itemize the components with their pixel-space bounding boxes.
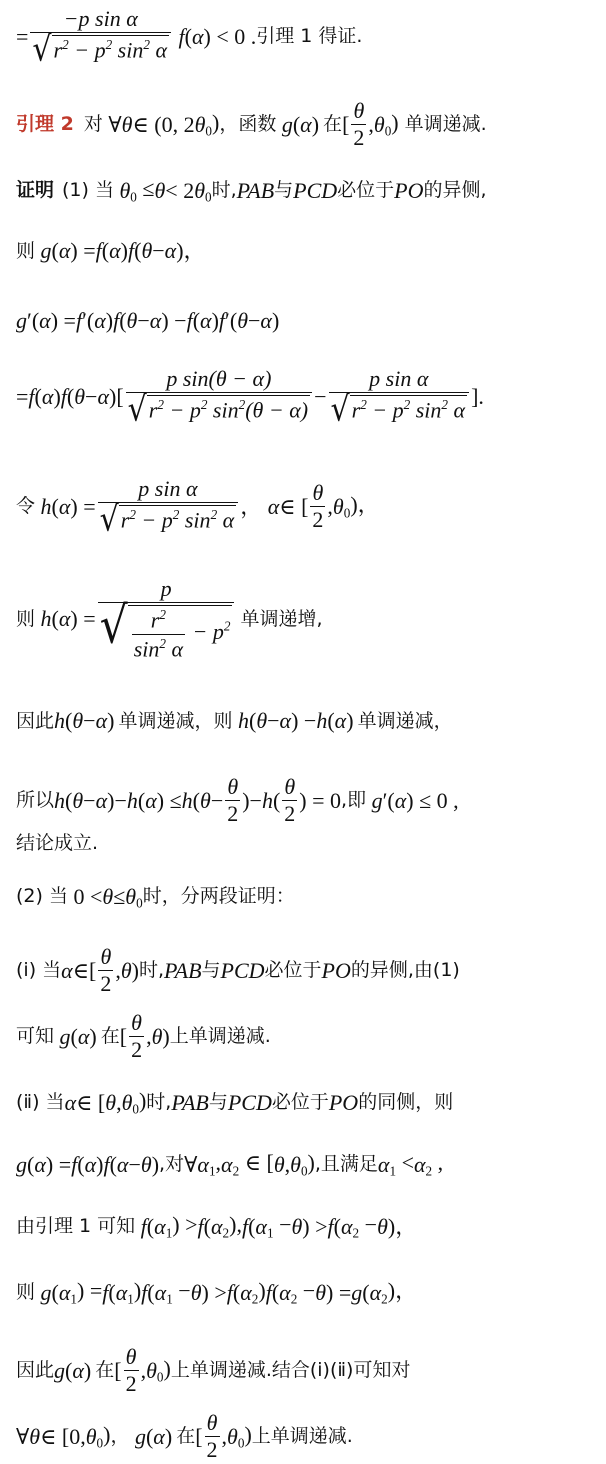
h-decreasing: 因此 h ( θ − α ) 单调递减，则 h ( θ − α ) − h ( α ) 单调递减， xyxy=(16,708,453,733)
text: 因此 xyxy=(16,1359,55,1382)
text: 单调递减. xyxy=(404,113,487,136)
subcase-2-compare: 则 g ( α $_1$) = f ( α $_1$) f ( α $_1$ − θ ) > f ( α $_2$) f ( α $_2$ − θ ) = g ( α $_2$)， xyxy=(16,1278,418,1307)
text: (ⅰ) 当 xyxy=(16,959,62,982)
lemma2-statement: 引理 2 对 ∀ θ ∈ (0, 2 θ $_0$) ，函数 g ( α ) 在 [ $\frac{\theta}{2}$ , θ $_0$) 单调递减. xyxy=(16,98,487,151)
define-h: 令 h ( α ) = p sin α √ $r^2 - p^2$ $\sin^2 \alpha$ ， α ∈ [ $\frac{\theta}{2}$ , θ $_0$)， xyxy=(16,476,380,540)
subcase-2: (ⅱ) 当 α ∈ [ θ , θ $_0$) 时, PAB 与 PCD 必位于 PO 的同侧，则 xyxy=(16,1088,454,1117)
text: 上单调递减.结合(ⅰ)(ⅱ)可知对 xyxy=(170,1359,411,1382)
text: 在 xyxy=(100,1025,120,1048)
subcase-2-g: g ( α ) = f ( α ) f ( α − θ ) ,对 ∀ α $_1$, α $_2$ ∈ [ θ , θ $_0$) ,且满足 α $_1$ < α $_2$ , xyxy=(16,1150,444,1179)
fraction: −p sin α √ $r^2 - p^2$ $\sin^2 \alpha$ xyxy=(30,8,171,65)
text: 上单调递减. xyxy=(169,1025,271,1048)
fraction: p sin(θ − α) √ $r^2 - p^2$ $\sin^2(\theta - \alpha)$ xyxy=(126,368,312,425)
text: ,对 xyxy=(159,1153,185,1176)
text: 的异侧,由(1) xyxy=(350,959,460,982)
text: (2) 当 xyxy=(16,885,68,908)
proof-derivative: g ′( α ) = f ′( α ) f ( θ − α ) − f ( α ) f ′( θ − α ) xyxy=(16,308,280,333)
text: 则 xyxy=(16,607,36,630)
text: 则 xyxy=(16,239,36,262)
proof-case1: 证明 (1) 当 θ $_0$ ≤ θ < 2 θ $_0$ 时, PAB 与 PCD 必位于 PO 的异侧, xyxy=(16,176,487,205)
text: (ⅱ) 当 xyxy=(16,1091,65,1114)
text: 的异侧, xyxy=(423,179,487,202)
text: 在 xyxy=(95,1359,115,1382)
text: ,即 xyxy=(341,789,367,812)
lemma-label: 引理 2 xyxy=(16,113,74,136)
final-conclusion: ∀ θ ∈ [0, θ $_0$) ， g ( α ) 在 [ $\frac{\theta}{2}$ , θ $_0$) 上单调递减. xyxy=(16,1410,353,1463)
fraction: p sin α √ $r^2 - p^2$ $\sin^2 \alpha$ xyxy=(329,368,470,425)
text: 时，分两段证明： xyxy=(142,885,295,908)
fraction: p sin α √ $r^2 - p^2$ $\sin^2 \alpha$ xyxy=(98,478,239,535)
text: (1) 当 xyxy=(62,179,114,202)
text: 必位于 xyxy=(264,959,322,982)
inequality: 所以 h ( θ − α )− h ( α ) ≤ h ( θ − $\frac{\theta}{2}$ )− h ( $\frac{\theta}{2}$ ) = 0 ,即 g ′( α ) ≤ 0 , xyxy=(16,774,459,827)
text: 引理 1 得证. xyxy=(256,25,363,48)
text: 则 xyxy=(16,1281,36,1304)
text: 在 xyxy=(176,1425,196,1448)
conclusion xyxy=(16,834,98,853)
text: 时, xyxy=(211,179,237,202)
text: ， xyxy=(110,1425,130,1448)
text: 令 xyxy=(16,495,36,518)
text: 必位于 xyxy=(271,1091,329,1114)
text: 时, xyxy=(138,959,165,982)
text: 结论成立. xyxy=(16,832,99,854)
text: 由引理 1 可知 xyxy=(16,1215,136,1238)
fraction: p √ $\frac{r^2}{\sin^2 \alpha}$ − $p^2$ xyxy=(98,578,235,660)
text: 的同侧，则 xyxy=(358,1091,454,1114)
text: 所以 xyxy=(16,789,55,812)
text: 时, xyxy=(146,1091,172,1114)
text: 单调递减，则 xyxy=(118,709,233,732)
text: 单调递减， xyxy=(357,709,453,732)
text: 因此 xyxy=(16,709,55,732)
subcase-2-lemma: 由引理 1 可知 f ( α $_1$) > f ( α $_2$), f ( α $_1$ − θ ) > f ( α $_2$ − θ )， xyxy=(16,1212,418,1241)
text: 单调递增, xyxy=(240,607,323,630)
lemma1-conclusion-line: = −p sin α √ $r^2 - p^2$ $\sin^2 \alpha$ f ( α ) < 0 . 引理 1 得证. xyxy=(16,6,363,70)
proof-label: 证明 xyxy=(16,179,55,202)
h-increasing: 则 h ( α ) = p √ $\frac{r^2}{\sin^2 \alpha}$ − $p^2$ 单调递增, xyxy=(16,576,323,662)
proof-g-def: 则 g ( α ) = f ( α ) f ( θ − α )， xyxy=(16,238,206,263)
text: 上单调递减. xyxy=(251,1425,353,1448)
proof-derivative-expanded: = f ( α ) f ( θ − α )[ p sin(θ − α) √ $r^2 - p^2$ $\sin^2(\theta - \alpha)$ − p sin α √ $r^2 - p^2$ $\sin^2 \alpha$ ]. xyxy=(16,366,484,430)
subcase-1-result: 可知 g ( α ) 在 [ $\frac{\theta}{2}$ , θ ) 上单调递减. xyxy=(16,1010,271,1063)
subcase-2-result: 因此 g ( α ) 在 [ $\frac{\theta}{2}$ , θ $_0$) 上单调递减.结合(ⅰ)(ⅱ)可知对 xyxy=(16,1344,411,1397)
text: ，函数 xyxy=(219,113,277,136)
text: 必位于 xyxy=(337,179,395,202)
text: ,且满足 xyxy=(314,1153,378,1176)
text: 对 xyxy=(83,113,103,136)
proof-case2: (2) 当 0 < θ ≤ θ $_0$ 时，分两段证明： xyxy=(16,883,295,911)
subcase-1: (ⅰ) 当 α ∈[ $\frac{\theta}{2}$ , θ ) 时, PAB 与 PCD 必位于 PO 的异侧,由(1) xyxy=(16,944,460,997)
text: 在 xyxy=(323,113,343,136)
text: 可知 xyxy=(16,1025,55,1048)
